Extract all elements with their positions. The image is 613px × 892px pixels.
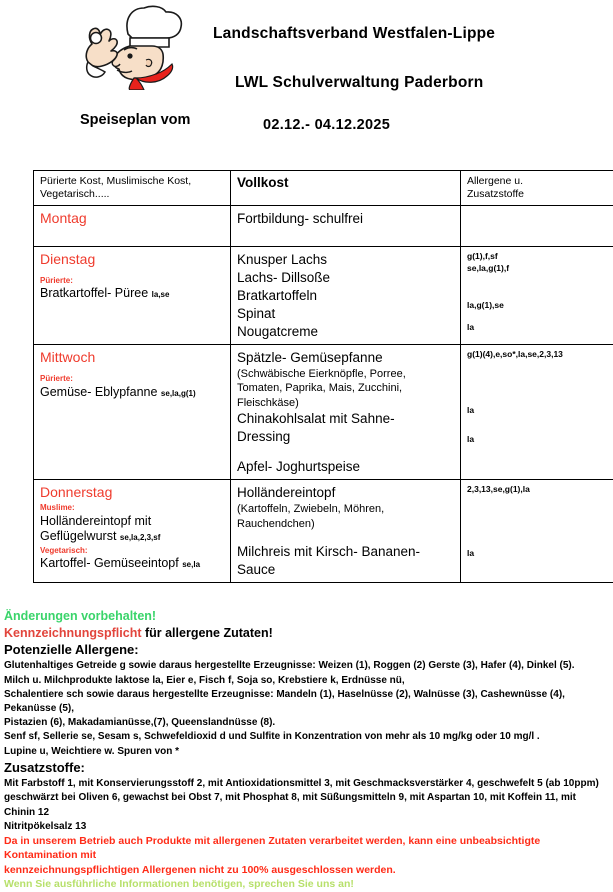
header-allergens-line2: Zusatzstoffe (467, 188, 610, 201)
table-header-row (34, 171, 613, 206)
allergen-line: Milch u. Milchprodukte laktose la, Eier e, Fisch f, Soja so, Krebstiere k, Erdnüsse nü, (4, 674, 609, 688)
allergen-code: 2,3,13,se,g(1),la (467, 484, 610, 495)
dish-item: Apfel- Joghurtspeise (237, 458, 455, 476)
day-label: Mittwoch (40, 349, 225, 366)
spacer (467, 416, 610, 434)
additive-line: geschwärzt bei Oliven 6, gewachst bei Obst 7, mit Phosphat 8, mit Süßungsmitteln 9, mit Aspartan 10, mit Koffein 11, mit Chinin 12 (4, 791, 609, 819)
diet-dish-text: Gemüse- Eblypfanne (40, 385, 157, 399)
allergen-code: g(1)(4),e,so*,la,se,2,3,13 (467, 349, 610, 360)
dish-item: Bratkartoffeln (237, 287, 455, 305)
allergen-line: Schalentiere sch sowie daraus hergestellte Erzeugnisse: Mandeln (1), Haselnüsse (2), Walnüsse (3), Cashewnüsse (4), Pekanüsse (5), (4, 688, 609, 716)
allergen-line: Pistazien (6), Makadamianüsse,(7), Queenslandnüsse (8). (4, 716, 609, 730)
dishes-cell-montag (231, 206, 461, 247)
document-footer (4, 608, 609, 892)
marking-requirement-rest: für allergene Zutaten! (142, 626, 273, 640)
dish-item: Sauce (237, 561, 455, 579)
diet-dish-code: se,la,2,3,sf (120, 533, 160, 542)
menu-plan-label: Speiseplan vom (80, 112, 190, 128)
spacer (237, 446, 455, 458)
header-diet-column (34, 171, 231, 206)
additives-heading: Zusatzstoffe: (4, 759, 609, 777)
contamination-warning-line: kennzeichnungspflichtigen Allergenen nicht zu 100% ausgeschlossen werden. (4, 863, 609, 877)
chef-illustration (66, 4, 190, 90)
allergen-code: la (467, 548, 610, 559)
diet-dish (40, 385, 225, 401)
day-cell-dienstag (34, 247, 231, 345)
diet-dish-code: se,la (182, 560, 200, 569)
dish-item: Spätzle- Gemüsepfanne (237, 349, 455, 367)
dishes-cell-mittwoch (231, 345, 461, 480)
menu-table (33, 170, 613, 583)
table-row (34, 206, 613, 247)
day-label: Dienstag (40, 251, 225, 268)
allergen-code: la (467, 322, 610, 333)
dishes-cell-dienstag (231, 247, 461, 345)
dish-item: Milchreis mit Kirsch- Bananen- (237, 543, 455, 561)
spacer (467, 496, 610, 548)
allergen-line: Glutenhaltiges Getreide g sowie daraus hergestellte Erzeugnisse: Weizen (1), Roggen (2) Gerste (3), Hafer (4), Dinkel (5). (4, 659, 609, 673)
marking-requirement-notice (4, 625, 609, 642)
dish-item: Lachs- Dillsoße (237, 269, 455, 287)
diet-dish (40, 529, 225, 545)
allergens-cell-mittwoch (461, 345, 613, 480)
diet-dish-code: se,la,g(1) (161, 389, 196, 398)
diet-label: Muslime: (40, 503, 225, 513)
diet-label: Pürierte: (40, 374, 225, 384)
allergens-cell-donnerstag (461, 480, 613, 583)
allergen-code: g(1),f,sf (467, 251, 610, 262)
allergen-code: la (467, 434, 610, 445)
organization-title: Landschaftsverband Westfalen-Lippe (213, 25, 495, 43)
diet-dish-code: la,se (152, 290, 170, 299)
header-allergens-line1: Allergene u. (467, 175, 610, 188)
dishes-cell-donnerstag (231, 480, 461, 583)
dish-detail: Rauchendchen) (237, 517, 455, 531)
spacer (467, 312, 610, 322)
diet-label: Pürierte: (40, 276, 225, 286)
diet-dish (40, 286, 225, 302)
diet-dish-text: Kartoffel- Gemüseeintopf (40, 556, 179, 570)
menu-date-range: 02.12.- 04.12.2025 (263, 117, 390, 133)
contamination-warning-line: Da in unserem Betrieb auch Produkte mit allergenen Zutaten verarbeitet werden, kann eine unbeabsichtigte Kontamination mit (4, 834, 609, 863)
allergen-line: Senf sf, Sellerie se, Sesam s, Schwefeldioxid d und Sulfite in Konzentration von mehr als 10 mg/kg oder 10 mg/l . (4, 730, 609, 744)
spacer (467, 361, 610, 405)
potential-allergens-heading: Potenzielle Allergene: (4, 641, 609, 659)
spacer (467, 274, 610, 300)
spacer (237, 531, 455, 543)
info-request-line: Wenn Sie ausführliche Informationen benötigen, sprechen Sie uns an! (4, 877, 609, 891)
day-cell-donnerstag (34, 480, 231, 583)
allergen-code: la (467, 405, 610, 416)
dish-item: Chinakohlsalat mit Sahne- (237, 410, 455, 428)
table-row (34, 247, 613, 345)
header-diet-line1: Pürierte Kost, Muslimische Kost, (40, 175, 225, 188)
dish-detail: (Schwäbische Eierknöpfle, Porree, (237, 367, 455, 381)
header-diet-line2: Vegetarisch..... (40, 188, 225, 201)
diet-label: Vegetarisch: (40, 546, 225, 556)
day-cell-montag (34, 206, 231, 247)
dish-item: Knusper Lachs (237, 251, 455, 269)
diet-dish-text: Bratkartoffel- Püree (40, 286, 148, 300)
allergen-line: Lupine u, Weichtiere w. Spuren von * (4, 745, 609, 759)
table-row (34, 480, 613, 583)
additive-line: Nitritpökelsalz 13 (4, 820, 609, 834)
table-row (34, 345, 613, 480)
day-label: Donnerstag (40, 484, 225, 501)
allergens-cell-montag (461, 206, 613, 247)
day-cell-mittwoch (34, 345, 231, 480)
dish-detail: Tomaten, Paprika, Mais, Zucchini, (237, 381, 455, 395)
changes-notice: Änderungen vorbehalten! (4, 608, 609, 625)
header-fullmeal-column: Vollkost (231, 171, 461, 206)
department-title: LWL Schulverwaltung Paderborn (235, 74, 483, 92)
allergens-cell-dienstag (461, 247, 613, 345)
dish-item: Nougatcreme (237, 323, 455, 341)
dish-detail: (Kartoffeln, Zwiebeln, Möhren, (237, 502, 455, 516)
day-label: Montag (40, 210, 225, 227)
diet-dish: Holländereintopf mit (40, 514, 225, 530)
allergen-code: la,g(1),se (467, 300, 610, 311)
document-header (0, 0, 613, 162)
diet-dish-text: Geflügelwurst (40, 529, 116, 543)
dish-item: Fortbildung- schulfrei (237, 210, 455, 228)
dish-item: Dressing (237, 428, 455, 446)
diet-dish (40, 556, 225, 572)
additive-line: Mit Farbstoff 1, mit Konservierungsstoff 2, mit Antioxidationsmittel 3, mit Geschmacksverstärker 4, geschwefelt 5 (ab 10ppm) (4, 777, 609, 791)
marking-requirement-bold: Kennzeichnungspflicht (4, 626, 142, 640)
dish-item: Spinat (237, 305, 455, 323)
header-allergens-column (461, 171, 613, 206)
dish-item: Holländereintopf (237, 484, 455, 502)
dish-detail: Fleischkäse) (237, 396, 455, 410)
allergen-code: se,la,g(1),f (467, 263, 610, 274)
